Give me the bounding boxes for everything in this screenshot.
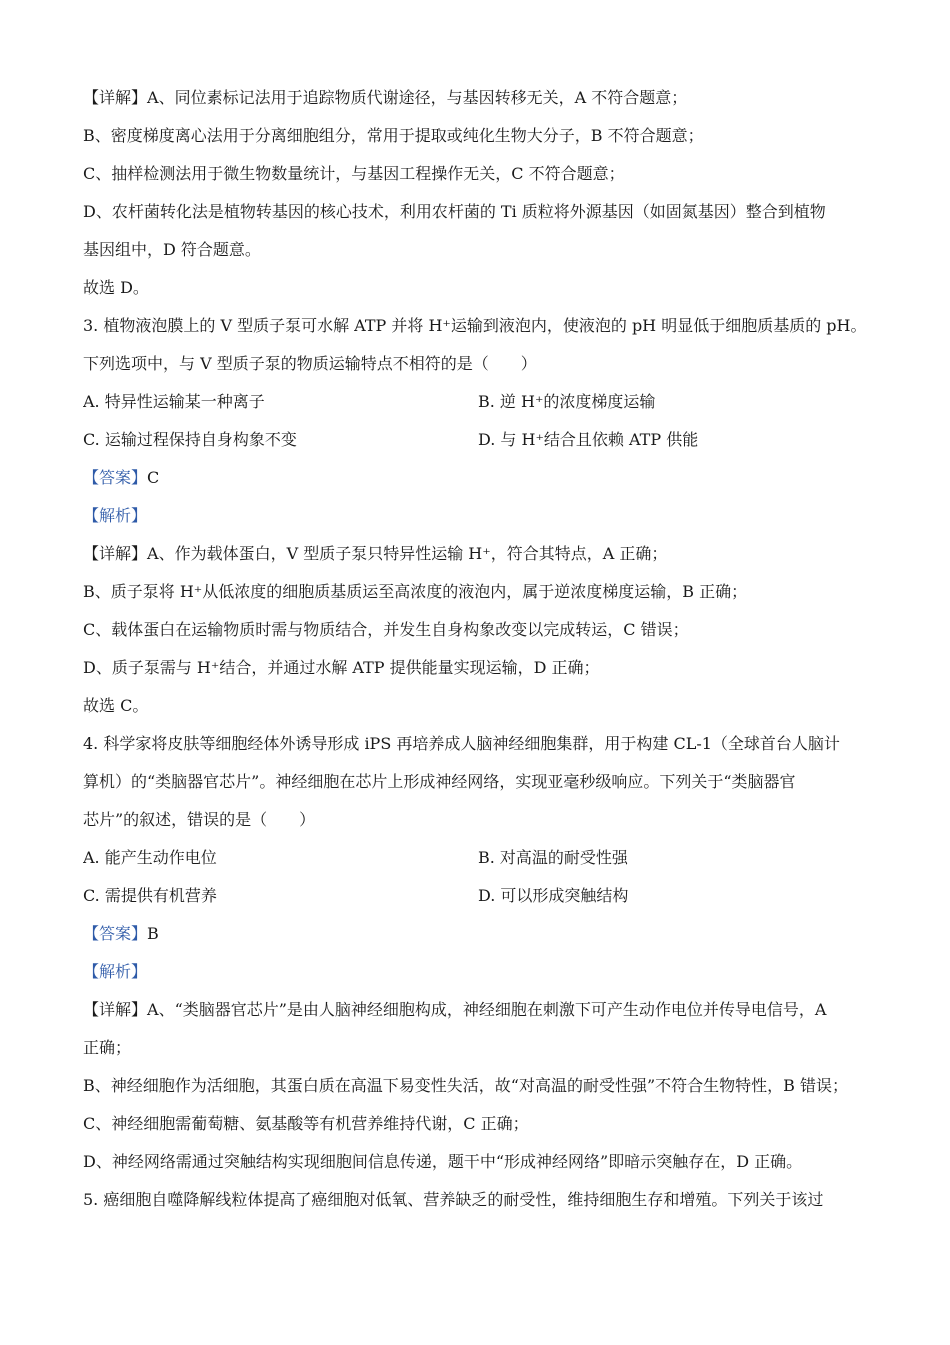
q3-detail-line-4: D、质子泵需与 H⁺结合，并通过水解 ATP 提供能量实现运输，D 正确；: [83, 658, 600, 677]
q3-option-a: A. 特异性运输某一种离子: [83, 392, 265, 411]
q4-stem-line-1: 4. 科学家将皮肤等细胞经体外诱导形成 iPS 再培养成人脑神经细胞集群，用于构建 CL-1（全球首台人脑计: [83, 734, 840, 753]
q4-answer: 【答案】B: [83, 924, 159, 943]
q3-options-row-2: [83, 428, 878, 452]
q2-conclusion: 故选 D。: [83, 278, 149, 297]
q3-analysis-tag: 【解析】: [83, 506, 148, 525]
q2-detail-line-3: C、抽样检测法用于微生物数量统计，与基因工程操作无关，C 不符合题意；: [83, 164, 625, 183]
q4-option-a: A. 能产生动作电位: [83, 848, 217, 867]
q4-option-b: B. 对高温的耐受性强: [478, 848, 628, 867]
q2-detail-line-1: 【详解】A、同位素标记法用于追踪物质代谢途径，与基因转移无关，A 不符合题意；: [83, 88, 688, 107]
q3-detail-line-2: B、质子泵将 H⁺从低浓度的细胞质基质运至高浓度的液泡内，属于逆浓度梯度运输，B 正确；: [83, 582, 748, 601]
q4-detail-line-4: C、神经细胞需葡萄糖、氨基酸等有机营养维持代谢，C 正确；: [83, 1114, 529, 1133]
q4-stem-line-3: 芯片”的叙述，错误的是（ ）: [83, 810, 316, 829]
q3-conclusion: 故选 C。: [83, 696, 149, 715]
q2-detail-line-2: B、密度梯度离心法用于分离细胞组分，常用于提取或纯化生物大分子，B 不符合题意；: [83, 126, 704, 145]
q5-stem-line-1: 5. 癌细胞自噬降解线粒体提高了癌细胞对低氧、营养缺乏的耐受性，维持细胞生存和增殖。下列关于该过: [83, 1190, 824, 1209]
q4-options-row-2: [83, 884, 878, 908]
answer-tag: 【答案】: [83, 924, 148, 943]
detail-tag: 【详解】: [83, 544, 148, 563]
q3-option-b: B. 逆 H⁺的浓度梯度运输: [478, 392, 656, 411]
q4-detail-line-2: 正确；: [83, 1038, 132, 1057]
q3-detail-line-1: 【详解】A、作为载体蛋白，V 型质子泵只特异性运输 H⁺，符合其特点，A 正确；: [83, 544, 668, 563]
q4-option-d: D. 可以形成突触结构: [478, 886, 629, 905]
q3-option-c: C. 运输过程保持自身构象不变: [83, 430, 297, 449]
q4-detail-line-5: D、神经网络需通过突触结构实现细胞间信息传递，题干中“形成神经网络”即暗示突触存在，D 正确。: [83, 1152, 803, 1171]
detail-tag: 【详解】: [83, 88, 148, 107]
answer-tag: 【答案】: [83, 468, 148, 487]
q3-stem-line-1: 3. 植物液泡膜上的 V 型质子泵可水解 ATP 并将 H⁺运输到液泡内，使液泡的 pH 明显低于细胞质基质的 pH。: [83, 316, 867, 335]
q3-stem-line-2: 下列选项中，与 V 型质子泵的物质运输特点不相符的是（ ）: [83, 354, 537, 373]
q4-detail-line-3: B、神经细胞作为活细胞，其蛋白质在高温下易变性失活，故“对高温的耐受性强”不符合生物特性，B 错误；: [83, 1076, 848, 1095]
q4-stem-line-2: 算机）的“类脑器官芯片”。神经细胞在芯片上形成神经网络，实现亚毫秒级响应。下列关于“类脑器官: [83, 772, 796, 791]
q3-option-d: D. 与 H⁺结合且依赖 ATP 供能: [478, 430, 699, 449]
q2-detail-line-5: 基因组中，D 符合题意。: [83, 240, 261, 259]
q3-options-row-1: [83, 390, 878, 414]
q4-option-c: C. 需提供有机营养: [83, 886, 217, 905]
detail-tag: 【详解】: [83, 1000, 148, 1019]
q2-detail-line-4: D、农杆菌转化法是植物转基因的核心技术，利用农杆菌的 Ti 质粒将外源基因（如固氮基因）整合到植物: [83, 202, 826, 221]
q4-detail-line-1: 【详解】A、“类脑器官芯片”是由人脑神经细胞构成，神经细胞在刺激下可产生动作电位并传导电信号，A: [83, 1000, 827, 1019]
q4-analysis-tag: 【解析】: [83, 962, 148, 981]
q3-detail-line-3: C、载体蛋白在运输物质时需与物质结合，并发生自身构象改变以完成转运，C 错误；: [83, 620, 689, 639]
q3-answer: 【答案】C: [83, 468, 160, 487]
q4-options-row-1: [83, 846, 878, 870]
